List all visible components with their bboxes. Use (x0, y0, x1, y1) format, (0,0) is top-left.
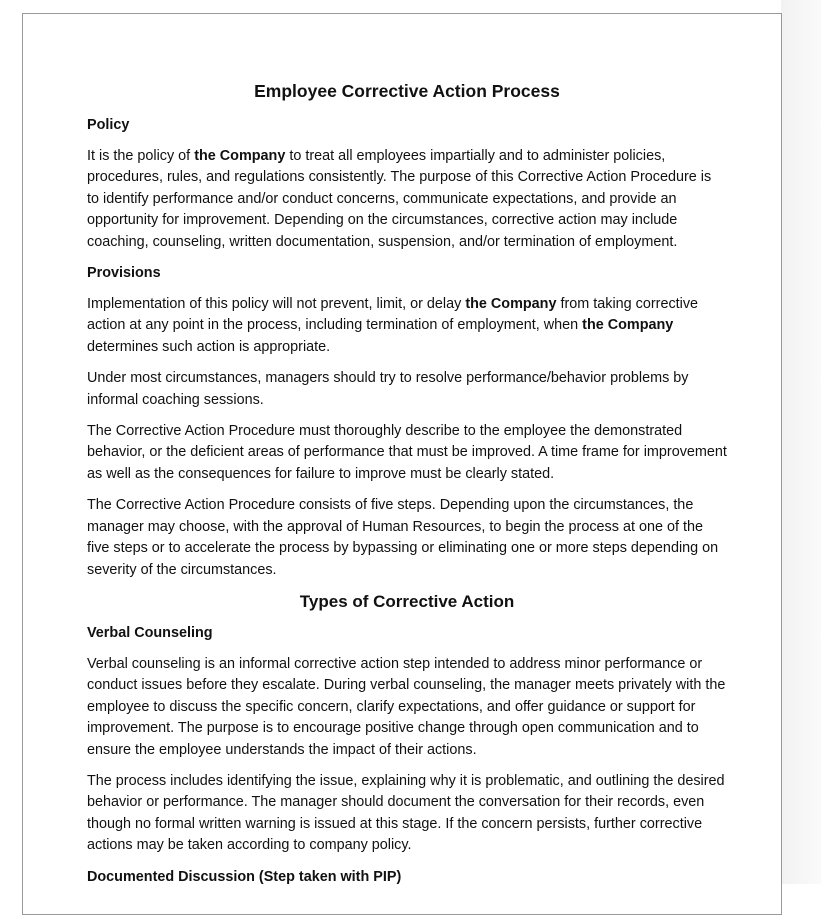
policy-paragraph: It is the policy of the Company to treat all employees impartially and to administer policies, procedures, rules, and regulations consistently. The purpose of this Corrective Action Procedure is to identify performance and/or conduct concerns, communicate expectations, and provide an opportunity for improvement. Depending on the circumstances, corrective action may include coaching, counseling, written documentation, suspension, and/or termination of employment. (87, 148, 712, 250)
verbal-counseling-heading: Verbal Counseling (87, 624, 213, 641)
verbal-paragraph-1: Verbal counseling is an informal corrective action step intended to address minor performance or conduct issues before they escalate. During verbal counseling, the manager meets privately with the employee to discuss the specific concern, clarify expectations, and offer guidance or support for improvement. The purpose is to encourage positive change through open communication and to ensure the employee understands the impact of their actions. (87, 655, 726, 758)
provisions-paragraph-2: Under most circumstances, managers should try to resolve performance/behavior problems by informal coaching sessions. (87, 370, 689, 408)
document-content (87, 80, 727, 888)
document-title: Employee Corrective Action Process (254, 81, 560, 101)
provisions-paragraph-3: The Corrective Action Procedure must thoroughly describe to the employee the demonstrated behavior, or the deficient areas of performance that must be improved. A time frame for improvement as well as the consequences for failure to improve must be clearly stated. (87, 423, 727, 482)
verbal-paragraph-2: The process includes identifying the issue, explaining why it is problematic, and outlining the desired behavior or performance. The manager should document the conversation for their records, even though no formal written warning is issued at this stage. If the concern persists, further corrective actions may be taken according to company policy. (87, 772, 725, 854)
provisions-heading: Provisions (87, 265, 161, 282)
documented-discussion-heading: Documented Discussion (Step taken with PIP) (87, 868, 402, 885)
policy-heading: Policy (87, 117, 130, 133)
types-heading: Types of Corrective Action (299, 591, 515, 611)
document-page (22, 13, 782, 915)
viewer-margin (781, 0, 821, 884)
provisions-paragraph-4: The Corrective Action Procedure consists of five steps. Depending upon the circumstances, the manager may choose, with the approval of Human Resources, to begin the process at one of the five steps or to accelerate the process by bypassing or eliminating one or more steps depending on severity of the circumstances. (87, 497, 719, 578)
provisions-paragraph-1: Implementation of this policy will not prevent, limit, or delay the Company from taking corrective action at any point in the process, including termination of employment, when the Company determines such action is appropriate. (87, 296, 699, 355)
